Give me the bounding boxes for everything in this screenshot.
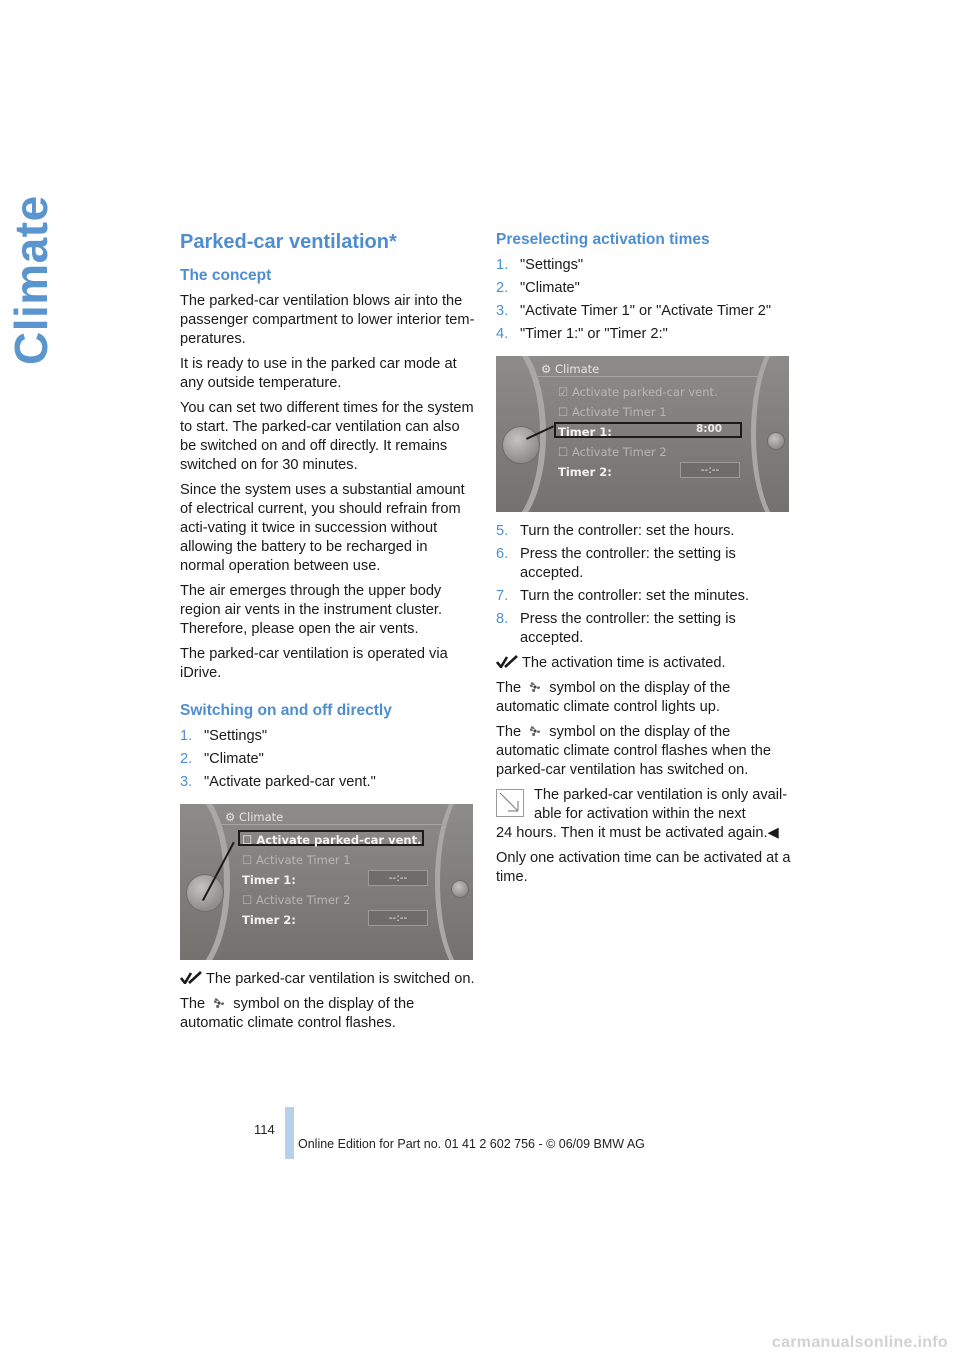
step-number: 1.: [496, 257, 509, 273]
preselect-steps: [496, 256, 791, 344]
step-text: Press the controller: the setting is accepted.: [520, 546, 736, 581]
row-label: Activate Timer 1: [571, 405, 667, 419]
menu-item-timer2[interactable]: [558, 463, 612, 482]
symbol-text-pre: The: [180, 996, 206, 1012]
step-number: 7.: [496, 588, 509, 604]
step-number: 3.: [496, 303, 509, 319]
symbol-text-post: symbol on the display of the automatic climate control flashes.: [180, 996, 415, 1031]
paragraph: The parked-car ventilation blows air into the passenger compartment to lower interior tem-peratures.: [180, 293, 475, 347]
checkmark-icon: [496, 655, 518, 668]
step-number: 2.: [496, 280, 509, 296]
note-tail: 24 hours. Then it must be activated again.◀: [496, 825, 779, 841]
symbol-text-post: symbol on the display of the automatic climate control flashes when the parked-car ventilation has switched on.: [496, 724, 771, 778]
step-text: "Climate": [520, 280, 580, 296]
row-label: Activate Timer 1: [255, 853, 351, 867]
left-column: [180, 230, 475, 1039]
step-text: Turn the controller: set the hours.: [520, 523, 735, 539]
list-item: [496, 610, 791, 648]
step-text: "Activate parked-car vent.": [204, 774, 376, 790]
idrive-screen-left: [180, 804, 473, 960]
concept-heading: The concept: [180, 267, 272, 284]
step-text: "Climate": [204, 751, 264, 767]
page-number: 114: [254, 1122, 275, 1137]
symbol-text-post: symbol on the display of the automatic climate control lights up.: [496, 680, 731, 715]
symbol-text-pre: The: [496, 680, 522, 696]
list-item: [180, 750, 475, 769]
list-item: [496, 279, 791, 298]
result-text: The activation time is activated.: [522, 655, 726, 671]
result-text: The parked-car ventilation is switched on.: [206, 971, 475, 987]
paragraph: It is ready to use in the parked car mode at any outside temperature.: [180, 356, 457, 391]
list-item: [496, 522, 791, 541]
list-item: [180, 773, 475, 792]
symbol-text-pre: The: [496, 724, 522, 740]
row-label: Timer 1:: [558, 425, 612, 439]
preselect-heading: Preselecting activation times: [496, 231, 710, 248]
chapter-side-tab: Climate: [5, 195, 57, 365]
step-text: "Activate Timer 1" or "Activate Timer 2": [520, 303, 772, 319]
list-item: [496, 302, 791, 321]
step-number: 8.: [496, 611, 509, 627]
step-number: 2.: [180, 751, 193, 767]
switch-steps: [180, 727, 475, 792]
list-item: [496, 256, 791, 275]
result-line: [496, 654, 791, 673]
row-label: Timer 2:: [242, 913, 296, 927]
switch-heading: Switching on and off directly: [180, 702, 392, 719]
symbol-paragraph: [180, 995, 475, 1033]
timer2-value: --:--: [680, 462, 740, 478]
fan-icon: [211, 996, 227, 1010]
menu-item-activate-timer2[interactable]: ☐ Activate Timer 2: [242, 893, 351, 907]
screen-header-label: Climate: [554, 362, 600, 376]
step-text: "Timer 1:" or "Timer 2:": [520, 326, 668, 342]
paragraph: Only one activation time can be activated at a time.: [496, 850, 791, 885]
menu-item-timer1[interactable]: [242, 871, 296, 890]
menu-item-timer1[interactable]: [558, 423, 612, 442]
step-number: 6.: [496, 546, 509, 562]
result-line: [180, 970, 475, 989]
menu-item-activate-timer2[interactable]: ☐ Activate Timer 2: [558, 445, 667, 459]
screen-header: ⚙ Climate: [225, 810, 284, 824]
side-knob-icon: [451, 880, 469, 898]
step-text: Turn the controller: set the minutes.: [520, 588, 750, 604]
menu-item-activate-vent[interactable]: ☐ Activate parked-car vent.: [242, 833, 422, 847]
screen-divider: [536, 376, 759, 377]
step-number: 4.: [496, 326, 509, 342]
timer1-value: 8:00: [695, 423, 723, 435]
footer-edition: Online Edition for Part no. 01 41 2 602 756 - © 06/09 BMW AG: [298, 1137, 645, 1151]
menu-item-timer2[interactable]: [242, 911, 296, 930]
right-column: [496, 230, 791, 893]
list-item: [496, 545, 791, 583]
screen-header-label: Climate: [238, 810, 284, 824]
footer-bar: [285, 1107, 294, 1159]
row-label: Activate Timer 2: [255, 893, 351, 907]
paragraph: The air emerges through the upper body region air vents in the instrument cluster. Therefore, please open the air vents.: [180, 583, 443, 637]
menu-item-activate-timer1[interactable]: ☐ Activate Timer 1: [242, 853, 351, 867]
screen-header: ⚙ Climate: [541, 362, 600, 376]
checkmark-icon: [180, 971, 202, 984]
row-label: Activate parked-car vent.: [256, 833, 422, 847]
note-block: [496, 786, 791, 843]
note-icon: [496, 789, 524, 817]
row-label: Timer 1:: [242, 873, 296, 887]
controller-steps: [496, 522, 791, 648]
section-title: Parked-car ventilation*: [180, 231, 397, 253]
watermark: carmanualsonline.info: [771, 1334, 948, 1351]
step-text: "Settings": [520, 257, 584, 273]
row-label: Timer 2:: [558, 465, 612, 479]
timer1-value: --:--: [368, 870, 428, 886]
row-label: Activate Timer 2: [571, 445, 667, 459]
menu-item-activate-vent[interactable]: ☑ Activate parked-car vent.: [558, 385, 718, 399]
idrive-screen-right: [496, 356, 789, 512]
paragraph: The parked-car ventilation is operated via iDrive.: [180, 646, 448, 681]
symbol-paragraph: [496, 723, 791, 780]
row-label: Activate parked-car vent.: [571, 385, 718, 399]
step-number: 1.: [180, 728, 193, 744]
menu-item-activate-timer1[interactable]: ☐ Activate Timer 1: [558, 405, 667, 419]
timer2-value: --:--: [368, 910, 428, 926]
list-item: [496, 587, 791, 606]
list-item: [496, 325, 791, 344]
side-knob-icon: [767, 432, 785, 450]
step-text: Press the controller: the setting is accepted.: [520, 611, 736, 646]
list-item: [180, 727, 475, 746]
step-number: 5.: [496, 523, 509, 539]
symbol-paragraph: [496, 679, 791, 717]
note-text: The parked-car ventilation is only avail-able for activation within the next: [534, 787, 788, 822]
fan-icon: [527, 724, 543, 738]
controller-knob-icon: [502, 426, 540, 464]
step-text: "Settings": [204, 728, 268, 744]
fan-icon: [527, 680, 543, 694]
step-number: 3.: [180, 774, 193, 790]
screen-divider: [220, 824, 443, 825]
paragraph: Since the system uses a substantial amount of electrical current, you should refrain from acti-vating it twice in succession without allowing the battery to be recharged in normal operation between use.: [180, 482, 465, 574]
paragraph: You can set two different times for the system to start. The parked-car ventilation can also be switched on and off directly. It remains switched on for 30 minutes.: [180, 400, 474, 473]
